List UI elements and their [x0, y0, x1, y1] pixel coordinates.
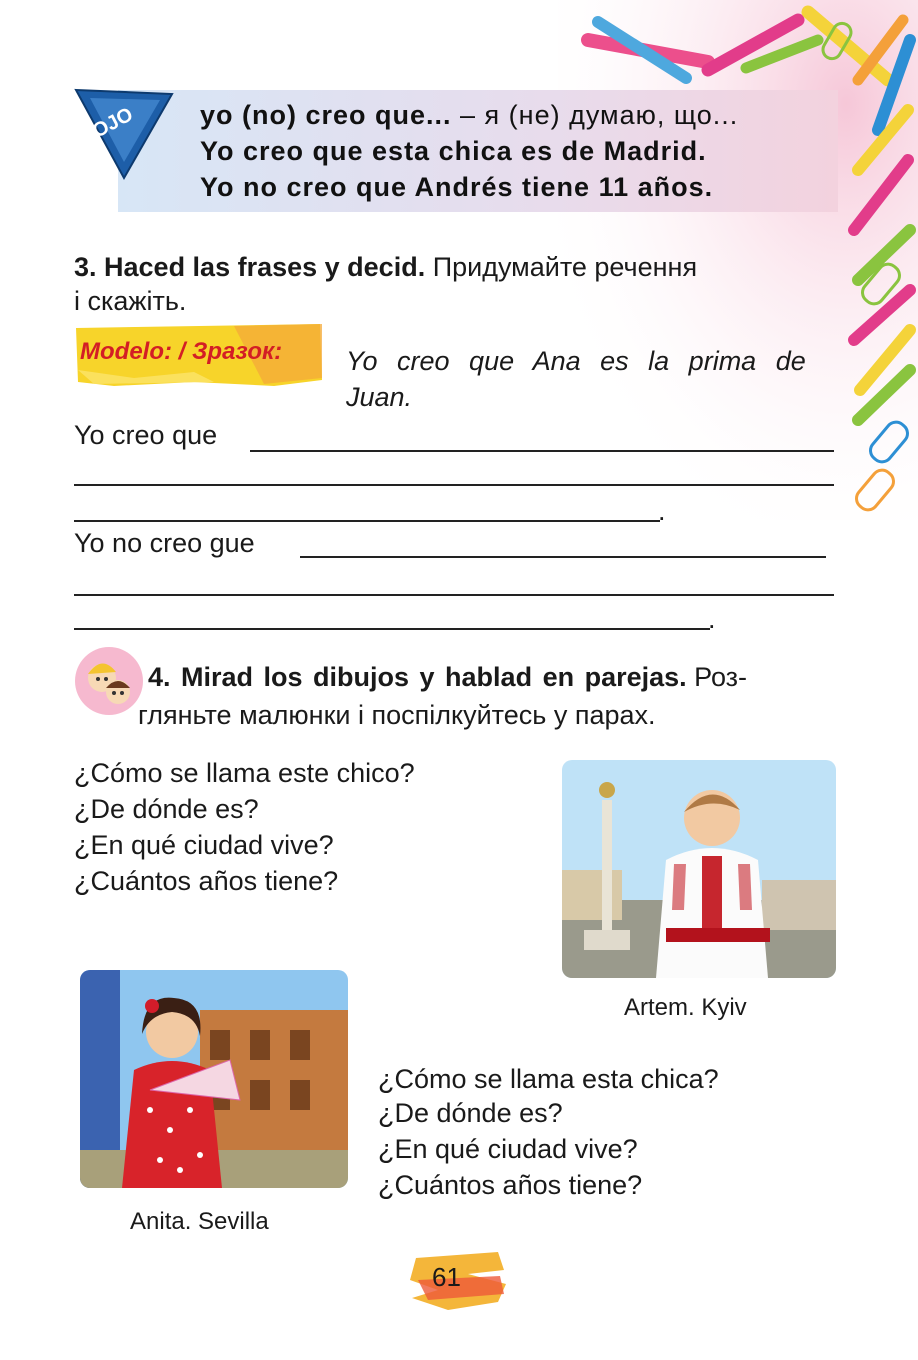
ojo-line-3: Yo no creo que Andrés tiene 11 años. [200, 172, 714, 202]
girl-question-4: ¿Cuántos años tiene? [378, 1170, 643, 1200]
answer-line[interactable] [74, 594, 834, 596]
page-number: 61 [432, 1262, 461, 1292]
modelo-example-line-1: Yo creo que Ana es la prima de [346, 346, 806, 376]
answer-line[interactable] [250, 450, 834, 452]
answer-line[interactable] [74, 484, 834, 486]
exercise-3-title-es: 3. Haced las frases y decid. [74, 252, 426, 282]
line-end-period: . [708, 604, 716, 634]
kids-pair-icon [74, 646, 144, 716]
boy-question-3: ¿En qué ciudad vive? [74, 830, 334, 860]
ojo-line-2: Yo creo que esta chica es de Madrid. [200, 136, 707, 166]
exercise-3-title [74, 252, 697, 283]
boy-question-4: ¿Cuántos años tiene? [74, 866, 339, 896]
boy-question-1: ¿Cómo se llama este chico? [74, 758, 415, 788]
boy-question-2: ¿De dónde es? [74, 794, 259, 824]
modelo-label: Modelo: / Зразок: [80, 338, 283, 365]
girl-question-2: ¿De dónde es? [378, 1098, 563, 1128]
ojo-line-1-ua: – я (не) думаю, що... [451, 100, 739, 130]
ojo-line-1 [200, 100, 738, 131]
ojo-badge-label: OJO [89, 103, 137, 143]
prompt-yo-creo-que: Yo creo que [74, 420, 218, 450]
modelo-example-line-2: Juan. [346, 382, 413, 412]
boy-kyiv-photo [562, 760, 836, 978]
exercise-4-title-ua: Роз- [686, 662, 748, 692]
girl-caption: Anita. Sevilla [130, 1208, 269, 1235]
ojo-line-1-es: yo (no) creo que... [200, 100, 452, 130]
exercise-4-title [148, 662, 747, 693]
boy-caption: Artem. Kyiv [624, 994, 747, 1021]
ojo-triangle-icon [72, 84, 182, 184]
exercise-3-title-ua: Придумайте речення [425, 252, 698, 282]
girl-question-3: ¿En qué ciudad vive? [378, 1134, 638, 1164]
exercise-4-title-ua-cont: гляньте малюнки і поспілкуйтесь у парах. [138, 700, 656, 730]
girl-sevilla-photo [80, 970, 348, 1188]
girl-question-1: ¿Cómo se llama esta chica? [378, 1064, 719, 1094]
exercise-3-title-ua-cont: і скажіть. [74, 286, 187, 316]
answer-line[interactable] [300, 556, 826, 558]
answer-line[interactable] [74, 520, 660, 522]
prompt-yo-no-creo-que: Yo no creo gue [74, 528, 255, 558]
line-end-period: . [658, 496, 666, 526]
answer-line[interactable] [74, 628, 710, 630]
exercise-4-title-es: 4. Mirad los dibujos y hablad en parejas. [148, 662, 687, 692]
